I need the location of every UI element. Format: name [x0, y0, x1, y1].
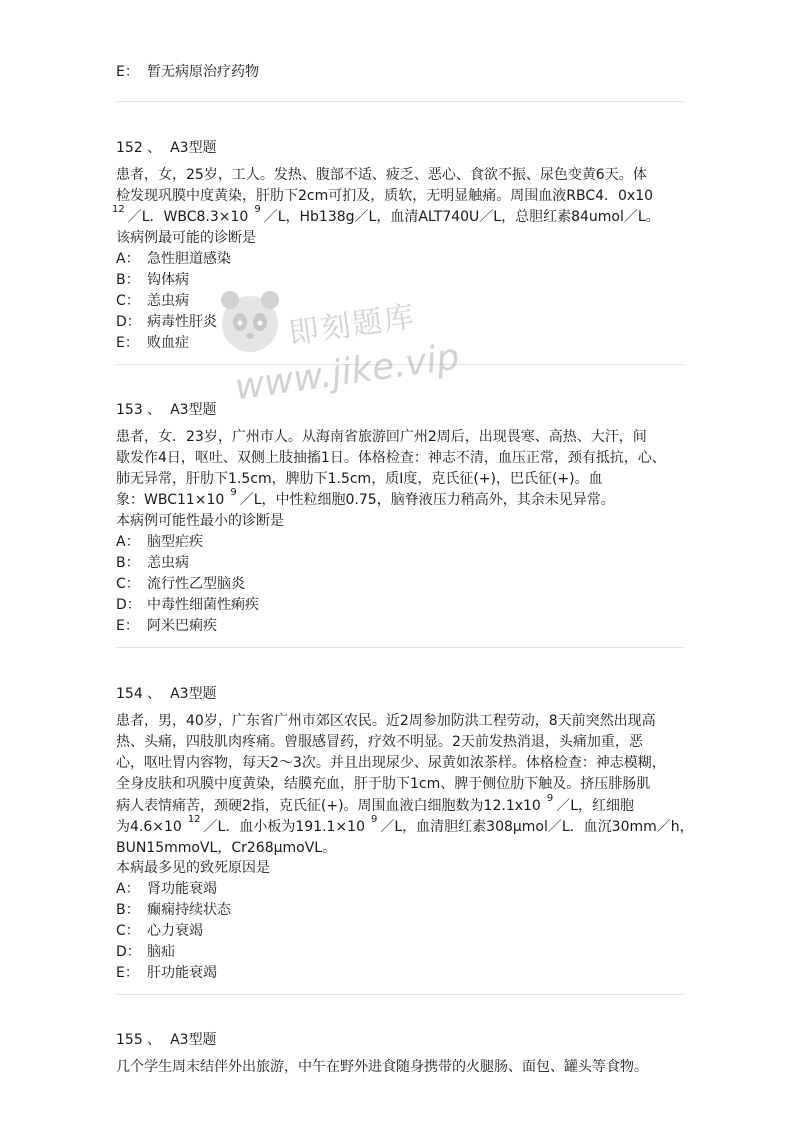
- question-number: 155 、: [116, 1032, 162, 1048]
- watermark-url: www.jike.vip: [232, 336, 462, 409]
- panda-logo-icon: [210, 282, 290, 362]
- question-number: 152 、: [116, 140, 162, 156]
- question-type: A3型题: [170, 686, 217, 702]
- q154-option-a[interactable]: [116, 879, 217, 899]
- question-divider: [116, 364, 684, 365]
- q152-option-b[interactable]: [116, 270, 189, 290]
- superscript: 9: [370, 814, 378, 825]
- q153-option-b[interactable]: [116, 553, 189, 573]
- superscript: 9: [546, 793, 554, 804]
- q153-question: 本病例可能性最小的诊断是: [116, 513, 284, 529]
- option-letter: D：: [116, 314, 141, 330]
- option-text: 病毒性肝炎: [147, 314, 217, 330]
- question-type: A3型题: [170, 1032, 217, 1048]
- q153-stem-line: 患者，女．23岁，广州市人。从海南省旅游回广州2周后，出现畏寒、高热、大汗，间: [116, 429, 647, 445]
- q152-question: 该病例最可能的诊断是: [116, 230, 256, 246]
- q153-stem-line: 肺无异常，肝肋下1.5cm，脾肋下1.5cm，质Ⅰ度，克氏征(+)，巴氏征(+)。血: [116, 471, 603, 487]
- stem-text: ／L，中性粒细胞0.75，脑脊液压力稍高外，其余未见异常。: [239, 492, 615, 508]
- q154-stem-line: BUN15mmoVL，Cr268μmoVL。: [116, 840, 337, 856]
- question-number: 154 、: [116, 686, 162, 702]
- question-number: 153 、: [116, 402, 162, 418]
- question-divider: [116, 647, 684, 648]
- q152-stem-line: 患者，女，25岁，工人。发热、腹部不适、疲乏、恶心、食欲不振、尿色变黄6天。体: [116, 167, 647, 183]
- q154-stem-line: 心，呕吐胃内容物，每天2～3次。并且出现尿少、尿黄如浓茶样。体格检查：神志模糊，: [116, 755, 666, 771]
- option-text: 败血症: [147, 335, 189, 351]
- option-letter: A：: [116, 534, 140, 550]
- q153-header: [116, 400, 217, 420]
- q151-option-e[interactable]: [116, 62, 259, 82]
- q153-stem-line: [116, 487, 615, 512]
- q153-option-d[interactable]: [116, 595, 259, 615]
- q152-stem-line: 检发现巩膜中度黄染，肝肋下2cm可扪及，质软，无明显触痛。周围血液RBC4．0x10: [116, 188, 654, 204]
- q154-option-e[interactable]: [116, 963, 217, 983]
- q154-header: [116, 684, 217, 704]
- q155-stem-line: 几个学生周末结伴外出旅游，中午在野外进食随身携带的火腿肠、面包、罐头等食物。: [116, 1059, 648, 1075]
- watermark-brand: 即刻题库: [286, 299, 419, 352]
- q153-option-c[interactable]: [116, 574, 245, 594]
- q152-option-c[interactable]: [116, 291, 189, 311]
- option-text: 恙虫病: [147, 555, 189, 571]
- option-text: 脑疝: [147, 944, 175, 960]
- option-text: 中毒性细菌性痢疾: [147, 597, 259, 613]
- option-text: 流行性乙型脑炎: [147, 576, 245, 592]
- option-text: 肾功能衰竭: [147, 881, 217, 897]
- q152-option-d[interactable]: [116, 312, 217, 332]
- option-text: 肝功能衰竭: [147, 965, 217, 981]
- stem-text: ／L，红细胞: [556, 798, 635, 814]
- option-letter: D：: [116, 597, 141, 613]
- q152-stem-line: [112, 204, 660, 229]
- option-text: 恙虫病: [147, 293, 189, 309]
- option-text: 急性胆道感染: [147, 251, 231, 267]
- q154-question: 本病最多见的致死原因是: [116, 860, 270, 876]
- stem-text: 病人表情痛苦，颈硬2指，克氏征(+)。周围血液白细胞数为12.1x10: [116, 798, 541, 814]
- q152-option-a[interactable]: [116, 249, 231, 269]
- question-type: A3型题: [170, 140, 217, 156]
- stem-text: ／L．WBC8.3×10: [127, 209, 249, 225]
- option-letter: B：: [116, 902, 140, 918]
- option-text: 脑型疟疾: [147, 534, 203, 550]
- q154-stem-line: 患者，男，40岁，广东省广州市郊区农民。近2周参加防洪工程劳动，8天前突然出现高: [116, 713, 656, 729]
- question-type: A3型题: [170, 402, 217, 418]
- q152-option-e[interactable]: [116, 333, 189, 353]
- q153-option-a[interactable]: [116, 532, 203, 552]
- option-letter: E：: [116, 618, 139, 634]
- option-letter: C：: [116, 576, 140, 592]
- option-text: 癫痫持续状态: [147, 902, 231, 918]
- stem-text: ／L，Hb138g／L，血清ALT740U／L，总胆红素84umol／L。: [263, 209, 660, 225]
- option-letter: E：: [116, 965, 139, 981]
- watermark: [210, 282, 470, 422]
- q152-header: [116, 138, 217, 158]
- stem-text: ／L，血清胆红素308μmol／L．血沉30mm／h，: [380, 819, 694, 835]
- q153-option-e[interactable]: [116, 616, 217, 636]
- stem-text: ／L．血小板为191.1×10: [203, 819, 365, 835]
- superscript: 9: [254, 204, 261, 215]
- q155-header: [116, 1030, 217, 1050]
- superscript: 9: [230, 487, 237, 498]
- option-text: 钩体病: [147, 272, 189, 288]
- question-divider: [116, 101, 684, 102]
- option-letter: E：: [116, 335, 139, 351]
- option-text: 暂无病原治疗药物: [147, 64, 259, 80]
- q154-option-b[interactable]: [116, 900, 231, 920]
- option-letter: D：: [116, 944, 141, 960]
- option-letter: C：: [116, 923, 140, 939]
- q154-option-d[interactable]: [116, 942, 175, 962]
- q154-stem-line: 热、头痛，四肢肌肉疼痛。曾服感冒药，疗效不明显。2天前发热消退，头痛加重，恶: [116, 734, 643, 750]
- q154-stem-line: 全身皮肤和巩膜中度黄染，结膜充血，肝于肋下1cm、脾于侧位肋下触及。挤压腓肠肌: [116, 776, 651, 792]
- option-letter: A：: [116, 251, 140, 267]
- option-letter: E：: [116, 64, 139, 80]
- superscript: 12: [112, 204, 125, 215]
- q154-stem-line: [116, 814, 694, 839]
- question-divider: [116, 994, 684, 995]
- option-text: 阿米巴痢疾: [147, 618, 217, 634]
- stem-text: 为4.6×10: [116, 819, 182, 835]
- superscript: 12: [187, 814, 201, 825]
- option-letter: C：: [116, 293, 140, 309]
- q154-option-c[interactable]: [116, 921, 203, 941]
- option-letter: A：: [116, 881, 140, 897]
- q153-stem-line: 歇发作4日，呕吐、双侧上肢抽搐1日。体格检查：神志不清，血压正常，颈有抵抗，心、: [116, 450, 666, 466]
- option-letter: B：: [116, 272, 140, 288]
- stem-text: 象：WBC11×10: [116, 492, 225, 508]
- option-letter: B：: [116, 555, 140, 571]
- option-text: 心力衰竭: [147, 923, 203, 939]
